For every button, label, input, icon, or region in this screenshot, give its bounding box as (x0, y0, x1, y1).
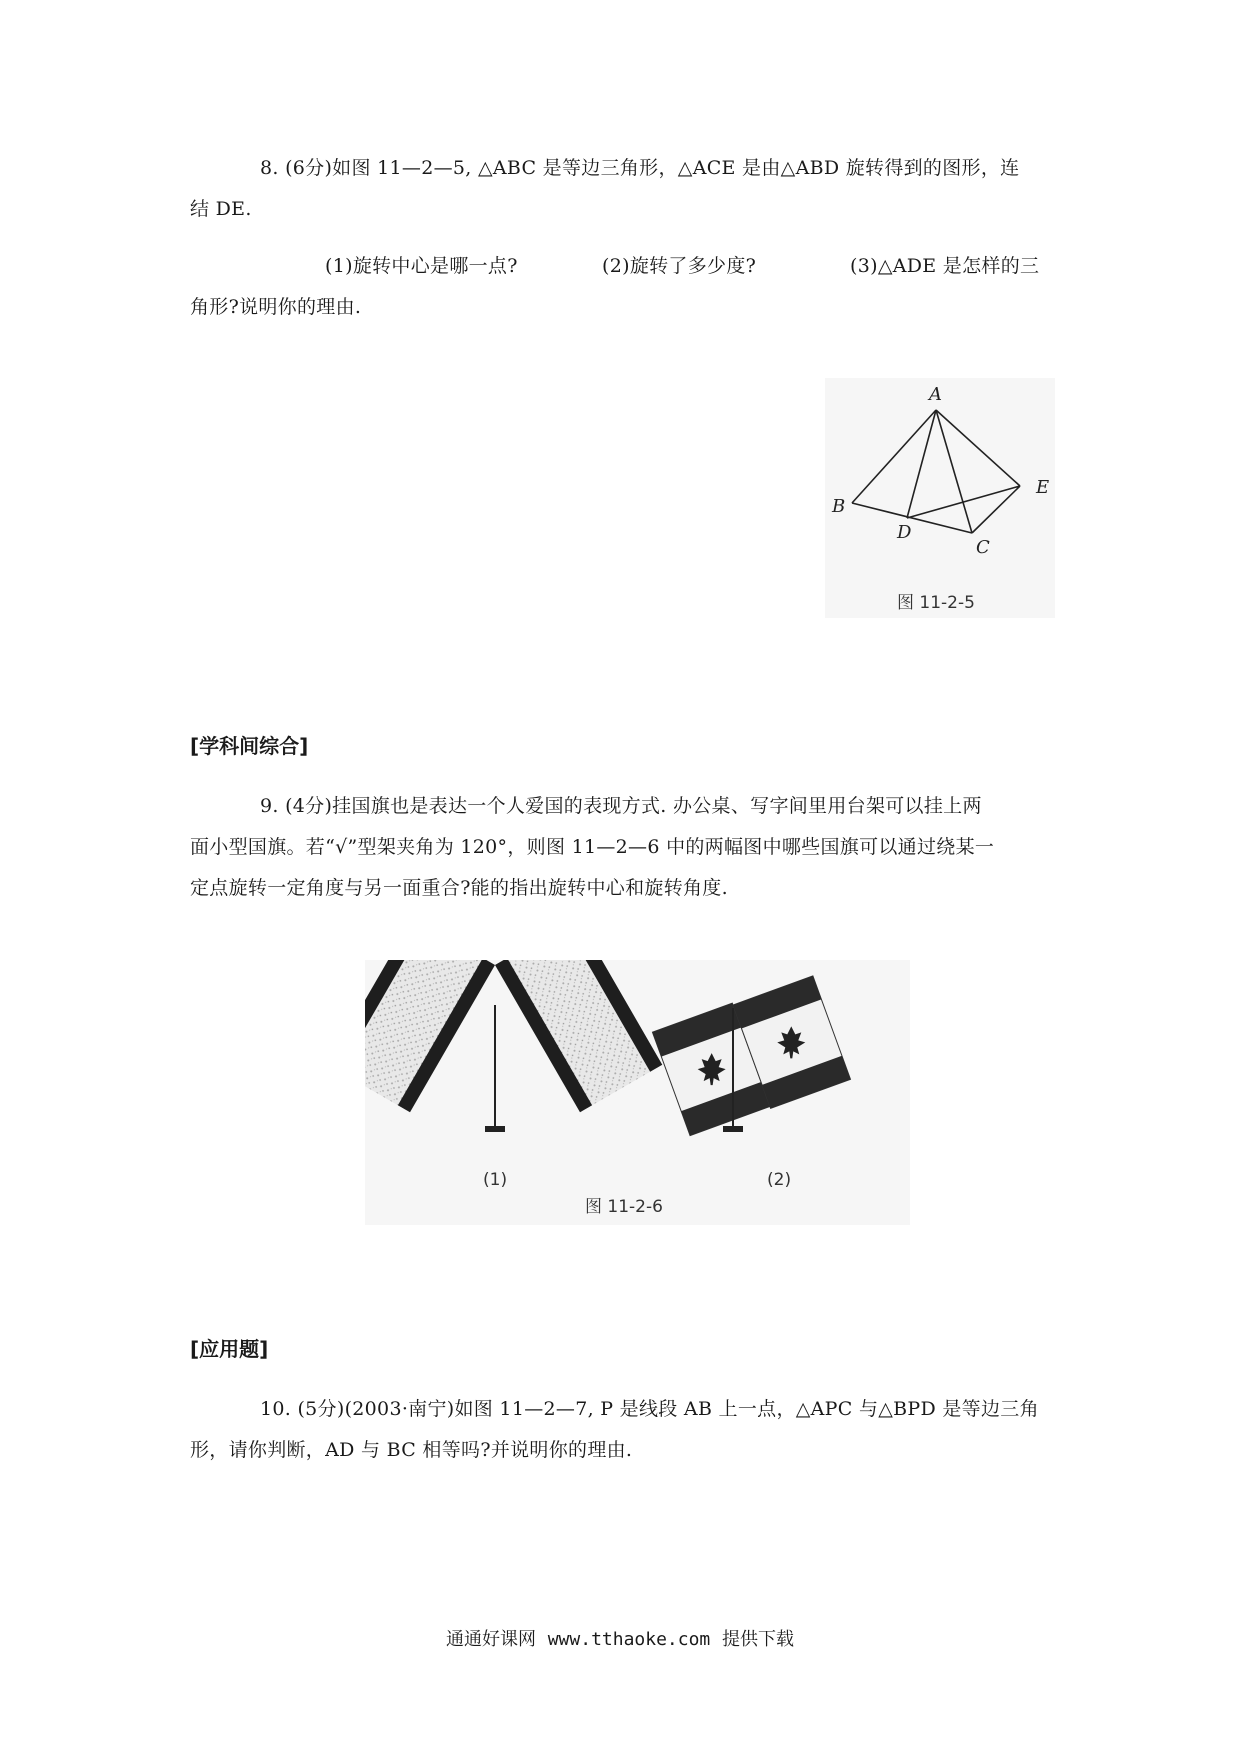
subquestion-2: (2)旋转了多少度? (602, 255, 757, 277)
question-10 (190, 1389, 1060, 1471)
figure-11-2-5 (825, 378, 1055, 618)
subquestion-3: (3)△ADE 是怎样的三 (850, 255, 1040, 277)
point-label-d: D (897, 522, 912, 543)
question-9 (190, 786, 1060, 909)
point-label-c: C (976, 537, 990, 558)
footer-site-name: 通通好课网 (445, 1629, 536, 1650)
section-heading-interdisciplinary: [学科间综合] (190, 734, 309, 758)
question-8-subquestions (190, 246, 1060, 328)
figure-panel-label-1: (1) (483, 1170, 508, 1190)
footer-suffix: 提供下载 (722, 1629, 795, 1650)
point-label-e: E (1036, 477, 1050, 498)
question-8 (190, 148, 1060, 230)
figure-caption-11-2-5: 图 11-2-5 (897, 593, 975, 613)
subquestion-1: (1)旋转中心是哪一点? (325, 255, 518, 277)
question-8-line-1: 8. (6分)如图 11—2—5, △ABC 是等边三角形，△ACE 是由△ABD 旋转得到的图形，连 (260, 157, 1020, 179)
point-label-a: A (929, 384, 942, 405)
question-9-line-1: 9. (4分)挂国旗也是表达一个人爱国的表现方式. 办公桌、写字间里用台架可以挂上两 (260, 795, 982, 817)
question-9-line-3: 定点旋转一定角度与另一面重合?能的指出旋转中心和旋转角度. (190, 877, 728, 899)
question-8-line-2: 结 DE. (190, 198, 252, 220)
figure-caption-11-2-6: 图 11-2-6 (585, 1197, 663, 1217)
question-10-line-2: 形，请你判断，AD 与 BC 相等吗?并说明你的理由. (190, 1439, 633, 1461)
section-heading-application: [应用题] (190, 1337, 269, 1361)
page-footer (0, 1625, 1240, 1651)
figure-panel-label-2: (2) (767, 1170, 792, 1190)
flag-pair-2 (652, 976, 850, 1136)
footer-url: www.tthaoke.com (547, 1629, 711, 1650)
figure-11-2-6 (365, 960, 910, 1225)
flag-pair-1 (365, 960, 662, 1132)
subquestion-3-continued: 角形?说明你的理由. (190, 296, 362, 318)
question-9-line-2: 面小型国旗。若“√”型架夹角为 120°，则图 11—2—6 中的两幅图中哪些国旗可以通过绕某一 (190, 836, 995, 858)
question-10-line-1: 10. (5分)(2003·南宁)如图 11—2—7, P 是线段 AB 上一点，△APC 与△BPD 是等边三角 (260, 1398, 1039, 1420)
point-label-b: B (832, 496, 846, 517)
